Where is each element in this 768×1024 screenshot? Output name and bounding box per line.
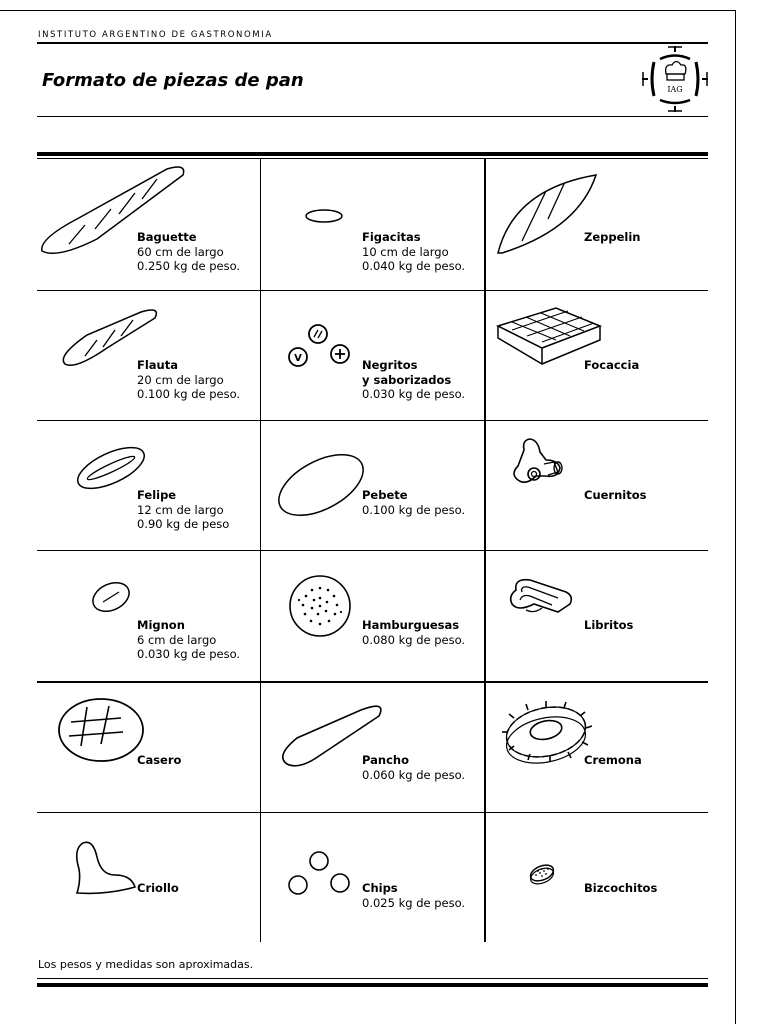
bread-name: Mignon — [137, 618, 185, 632]
divider — [37, 42, 708, 44]
bread-name: Figacitas — [362, 230, 421, 244]
page-frame-right — [735, 10, 736, 1024]
bread-name: Criollo — [137, 881, 179, 895]
bread-name: Chips — [362, 881, 398, 895]
bizcochitos-icon — [486, 813, 709, 943]
bread-weight: 0.90 kg de peso — [137, 517, 230, 531]
bread-weight: 0.030 kg de peso. — [137, 647, 241, 661]
bread-weight: 0.100 kg de peso. — [362, 502, 466, 517]
footnote: Los pesos y medidas son aproximadas. — [38, 958, 254, 971]
bread-cell-libritos — [486, 550, 709, 680]
pebete-icon — [261, 420, 484, 550]
bread-cell-flauta — [37, 290, 260, 420]
page-title: Formato de piezas de pan — [42, 70, 304, 91]
chips-icon — [261, 813, 484, 943]
bread-cell-hamburguesas — [261, 550, 484, 680]
bread-cell-cuernitos — [486, 420, 709, 550]
bread-cell-bizcochitos — [486, 813, 709, 943]
bread-cell-chips — [261, 813, 484, 943]
bread-weight: 0.040 kg de peso. — [362, 259, 466, 273]
bread-weight: 0.080 kg de peso. — [362, 632, 466, 647]
criollo-icon — [37, 813, 260, 943]
bread-name: Casero — [137, 753, 182, 767]
institute-name: INSTITUTO ARGENTINO DE GASTRONOMIA — [38, 30, 273, 40]
bread-cell-felipe — [37, 420, 260, 550]
bread-name: Negritos — [362, 358, 418, 372]
bread-length: 6 cm de largo — [137, 632, 217, 647]
bread-cell-zeppelin — [486, 159, 709, 289]
bread-name: Libritos — [584, 618, 634, 632]
bread-weight: 0.030 kg de peso. — [362, 387, 466, 401]
bread-name-line2: y saborizados — [362, 372, 452, 387]
bread-cell-casero — [37, 682, 260, 812]
bottom-rule-thick — [37, 983, 708, 987]
bread-name: Zeppelin — [584, 230, 641, 244]
bread-weight: 0.100 kg de peso. — [137, 387, 241, 401]
bread-cell-focaccia — [486, 290, 709, 420]
iag-logo-icon — [640, 44, 710, 114]
bread-weight: 0.250 kg de peso. — [137, 259, 241, 273]
pancho-icon — [261, 682, 484, 812]
cremona-icon — [486, 682, 709, 812]
table-top-rule — [37, 152, 708, 156]
bread-name: Cuernitos — [584, 488, 647, 502]
bread-name: Baguette — [137, 230, 197, 244]
bread-length: 10 cm de largo — [362, 244, 449, 259]
bread-name: Felipe — [137, 488, 177, 502]
bread-name: Focaccia — [584, 358, 640, 372]
bottom-rule — [37, 978, 708, 979]
bread-length: 20 cm de largo — [137, 372, 224, 387]
casero-icon — [37, 682, 260, 812]
logo-text: IAG — [667, 85, 683, 94]
bread-length: 12 cm de largo — [137, 502, 224, 517]
bread-name: Cremona — [584, 753, 642, 767]
bread-weight: 0.060 kg de peso. — [362, 767, 466, 782]
zeppelin-icon — [486, 159, 709, 289]
bread-table — [37, 159, 708, 942]
svg-text:V: V — [294, 353, 302, 364]
libritos-icon — [486, 550, 709, 680]
bread-cell-mignon — [37, 550, 260, 680]
bread-name: Bizcochitos — [584, 881, 658, 895]
bread-cell-baguette — [37, 159, 260, 289]
bread-length: 60 cm de largo — [137, 244, 224, 259]
bread-cell-criollo — [37, 813, 260, 943]
bread-weight: 0.025 kg de peso. — [362, 895, 466, 910]
bread-name: Hamburguesas — [362, 618, 460, 632]
page-frame-top — [0, 10, 736, 11]
focaccia-icon — [486, 290, 709, 420]
bread-cell-pancho — [261, 682, 484, 812]
hamburguesas-icon — [261, 550, 484, 680]
bread-cell-negritos — [261, 290, 484, 420]
bread-cell-cremona — [486, 682, 709, 812]
bread-name: Pancho — [362, 753, 409, 767]
bread-cell-figacitas — [261, 159, 484, 289]
bread-name: Flauta — [137, 358, 179, 372]
cuernitos-icon — [486, 420, 709, 550]
bread-cell-pebete — [261, 420, 484, 550]
bread-name: Pebete — [362, 488, 408, 502]
divider — [37, 116, 708, 117]
